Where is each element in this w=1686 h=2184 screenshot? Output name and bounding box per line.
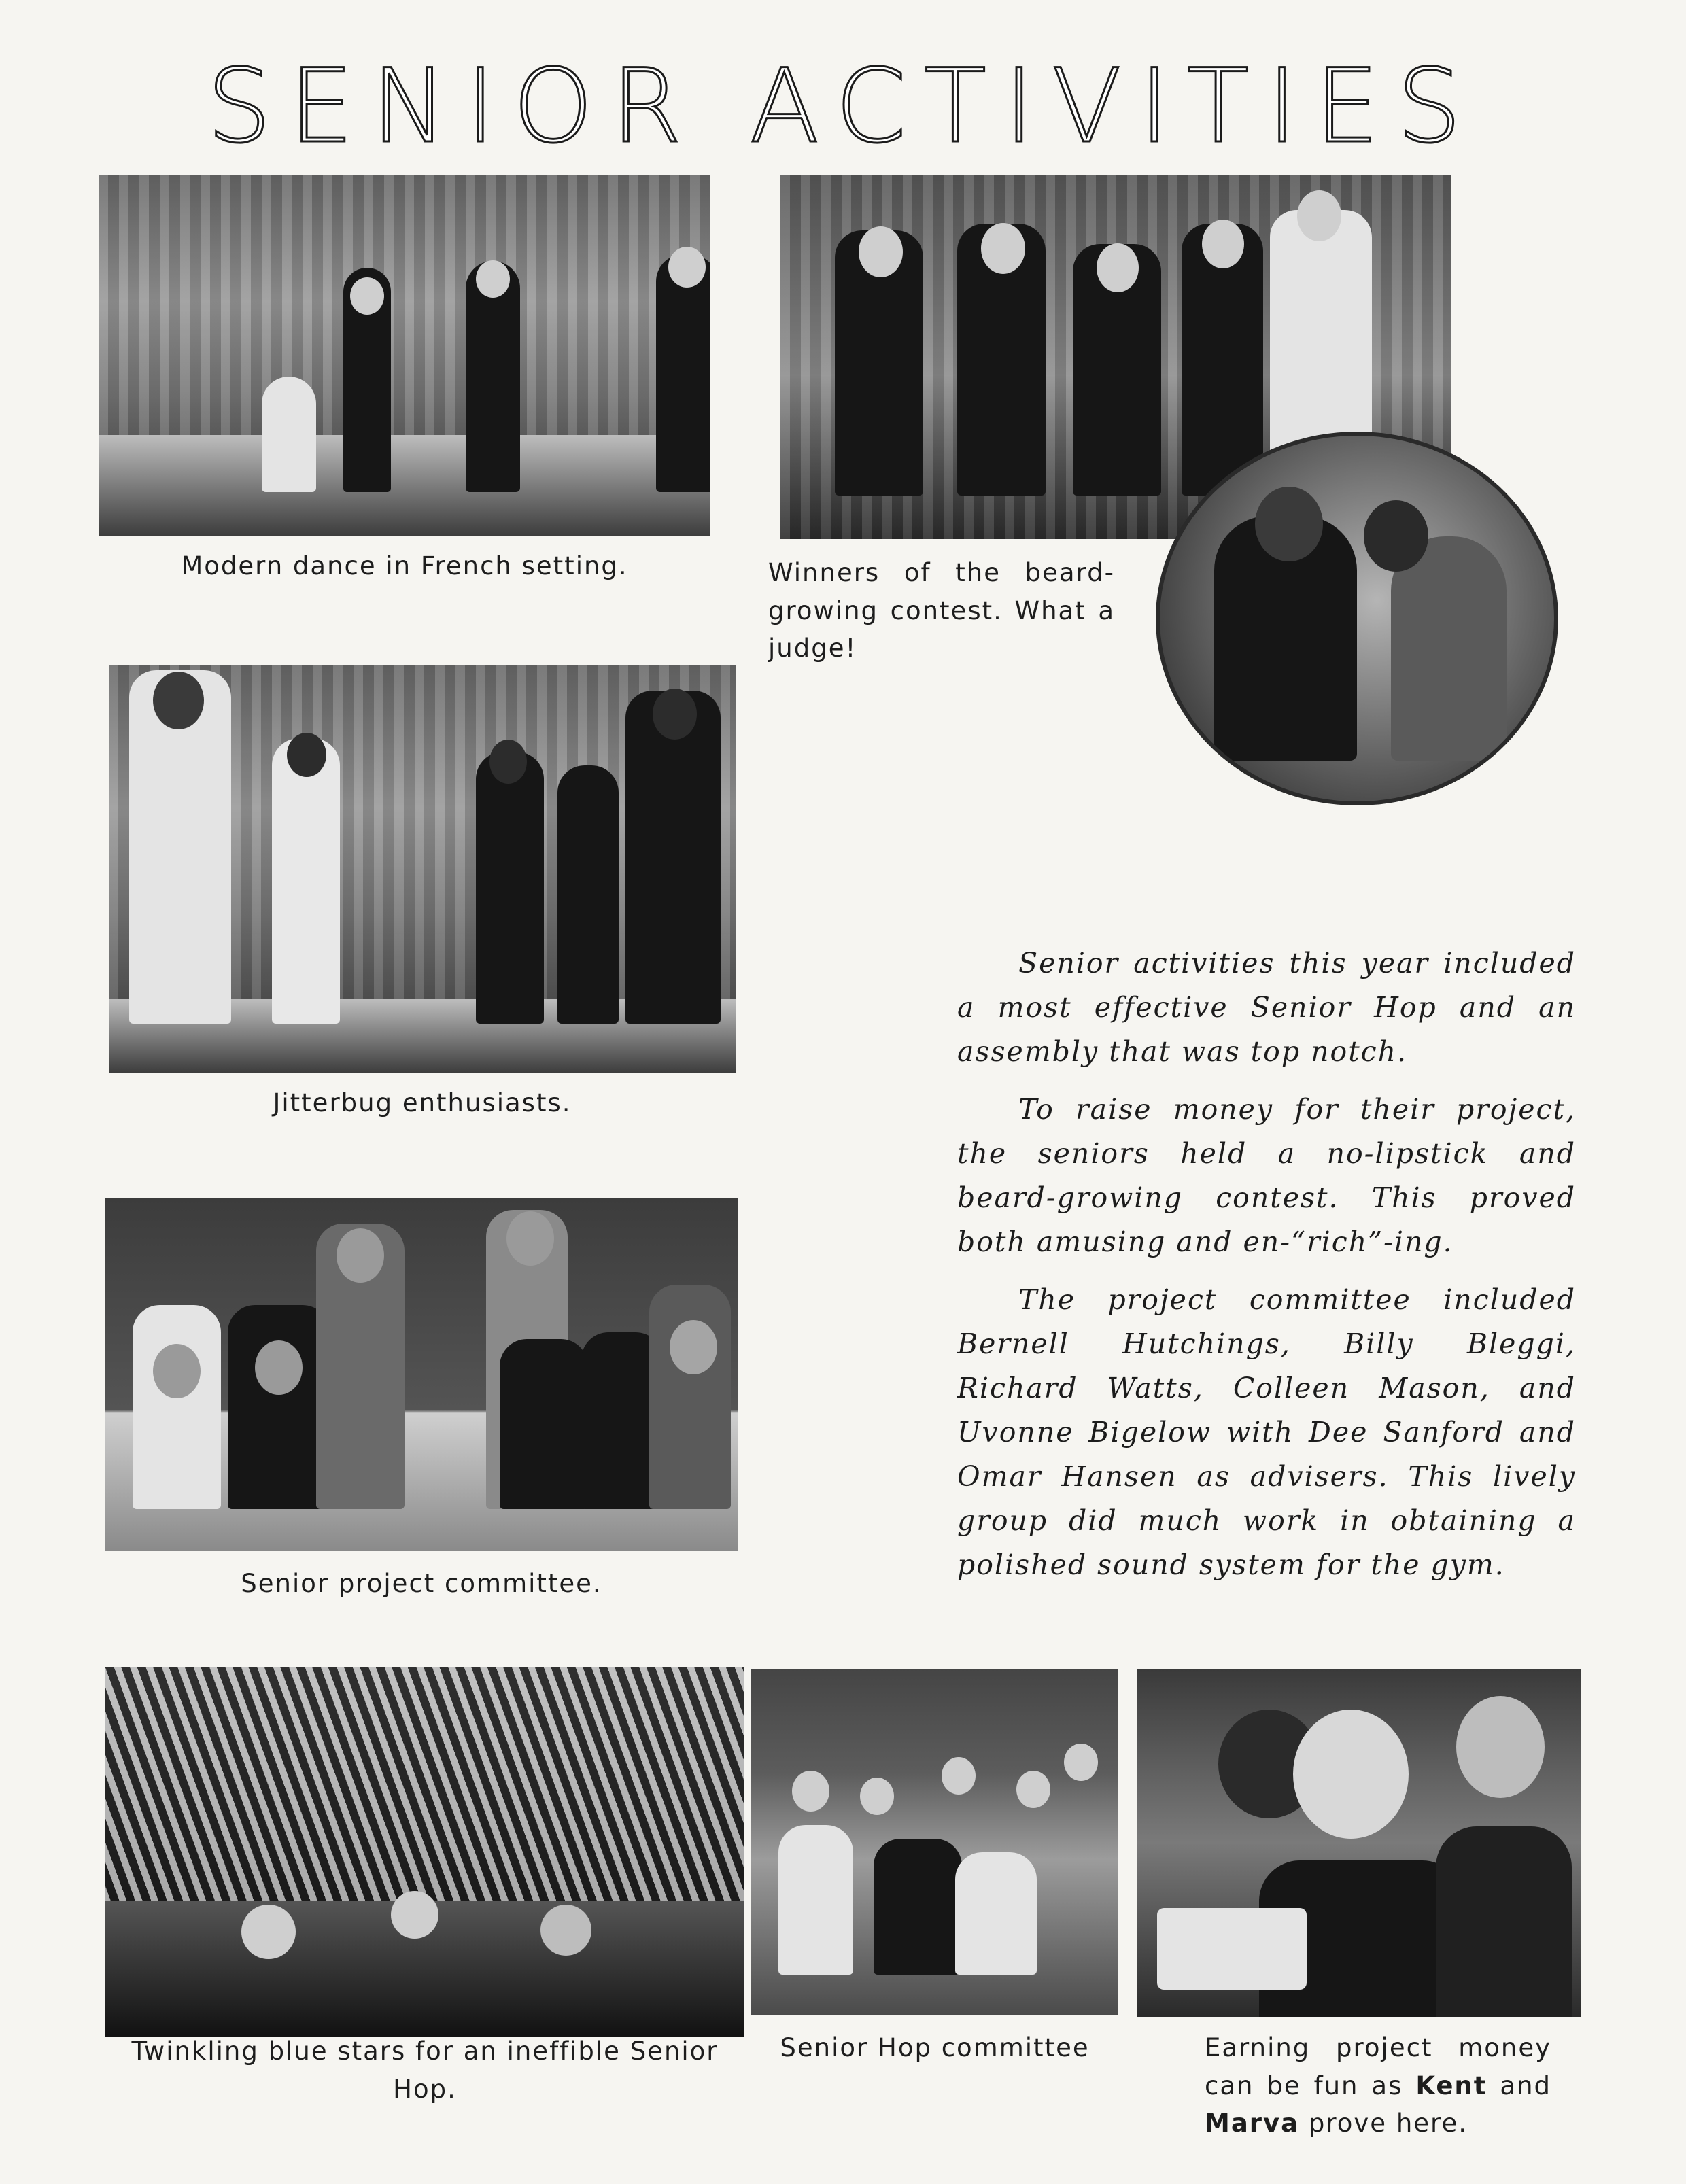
caption-project-committee: Senior project committee. bbox=[241, 1569, 602, 1598]
photo-earning-money bbox=[1137, 1669, 1581, 2017]
caption-jitterbug: Jitterbug enthusiasts. bbox=[273, 1088, 572, 1117]
caption-modern-dance: Modern dance in French setting. bbox=[181, 551, 628, 580]
caption-hop-committee: Senior Hop committee bbox=[780, 2033, 1090, 2062]
article-paragraph-1: Senior activities this year included a most effective Senior Hop and an assembly that was top notch. bbox=[957, 947, 1576, 1068]
caption-earning-start: Earning project money can be fun as bbox=[1205, 2033, 1551, 2100]
photo-project-committee bbox=[105, 1198, 738, 1551]
photo-modern-dance bbox=[99, 175, 710, 536]
caption-earning-mid: and bbox=[1487, 2070, 1552, 2100]
article-paragraph-2: To raise money for their project, the seniors held a no-lipstick and beard-growing contest. This proved both amusing and en-“rich”-ing. bbox=[957, 1093, 1576, 1258]
caption-earning-end: prove here. bbox=[1299, 2109, 1468, 2138]
article-paragraph-3: The project committee included Bernell Hutchings, Billy Bleggi, Richard Watts, Colleen Mason, and Uvonne Bigelow with Dee Sanford and Omar Hansen as advisers. This lively group did much work in obtaining a polished sound system for the gym. bbox=[957, 1283, 1576, 1581]
caption-name-kent: Kent bbox=[1415, 2070, 1487, 2100]
caption-name-marva: Marva bbox=[1205, 2109, 1300, 2138]
photo-hop-committee bbox=[751, 1669, 1118, 2015]
caption-blue-stars: Twinkling blue stars for an ineffible Senior Hop. bbox=[131, 2036, 719, 2104]
page-title: SENIOR ACTIVITIES bbox=[207, 48, 1479, 166]
article-body bbox=[957, 941, 1576, 1601]
photo-circle-couple bbox=[1156, 432, 1558, 805]
caption-earning-money bbox=[1205, 2029, 1551, 2143]
photo-jitterbug bbox=[109, 665, 736, 1073]
photo-blue-stars bbox=[105, 1667, 744, 2037]
caption-beard-winners: Winners of the beard-growing contest. What a judge! bbox=[768, 558, 1115, 663]
